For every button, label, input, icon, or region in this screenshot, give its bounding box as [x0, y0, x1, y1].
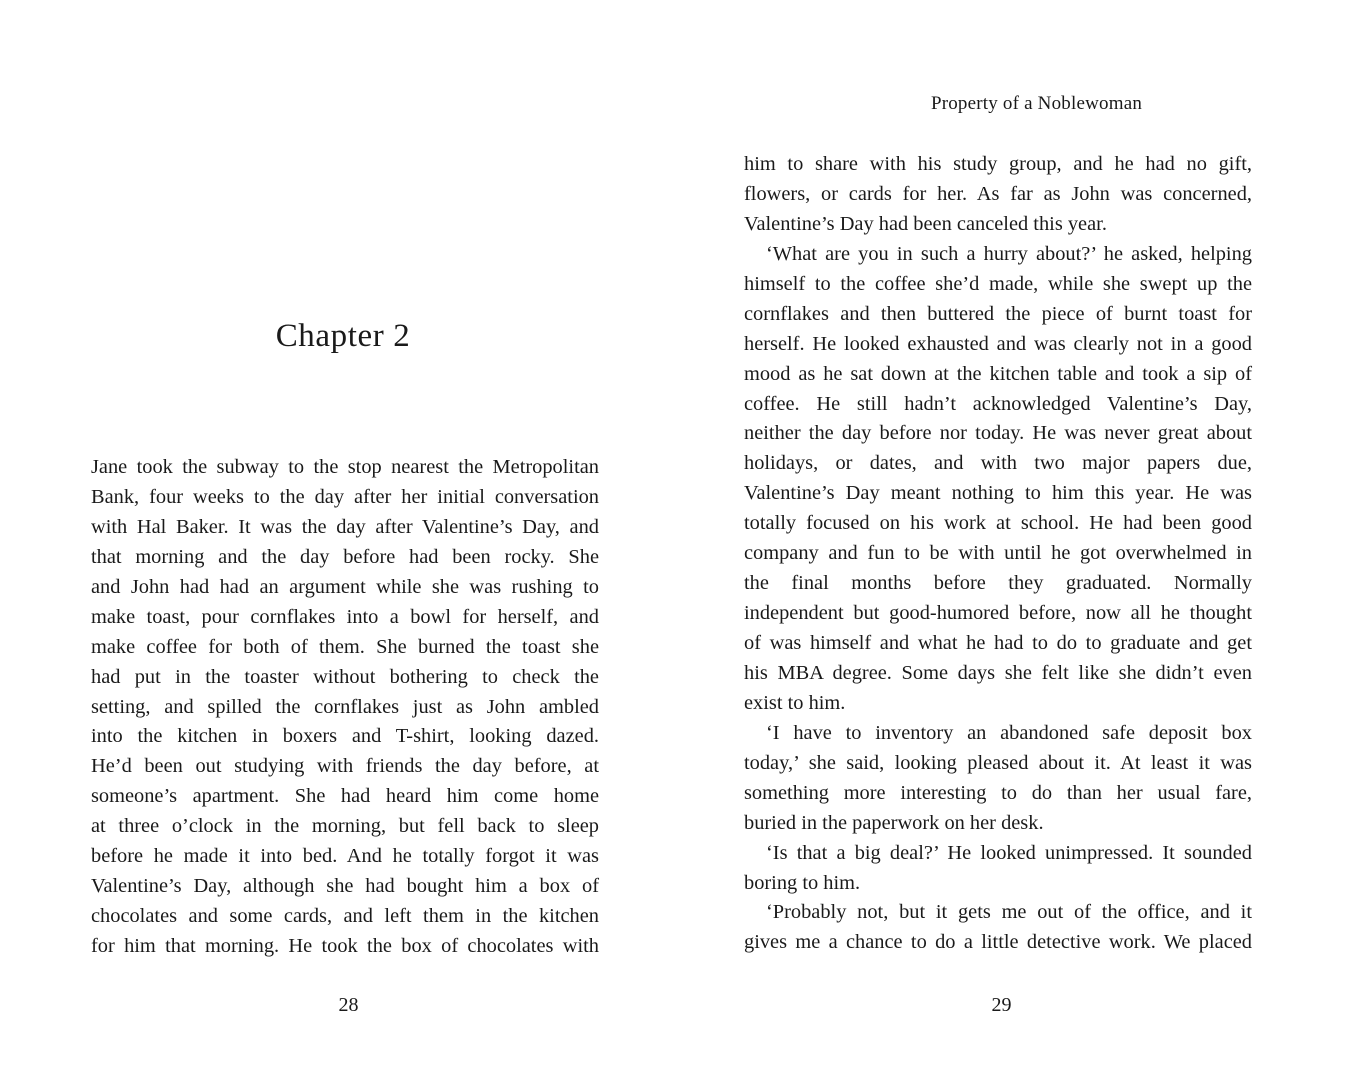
body-text [744, 150, 1252, 958]
text-line: ‘What are you in such a hurry about?’ he asked, helping [766, 242, 1252, 265]
text-line: flowers, or cards for her. As far as John was concerned, [744, 182, 1252, 205]
text-line: before he made it into bed. And he totally forgot it was [91, 845, 599, 868]
text-line: neither the day before nor today. He was never great about [744, 422, 1252, 445]
text-line: gives me a chance to do a little detective work. We placed [744, 931, 1252, 954]
text-line: independent but good-humored before, now all he thought [744, 602, 1252, 625]
text-line: cornflakes and then buttered the piece of burnt toast for [744, 302, 1252, 325]
text-line: He’d been out studying with friends the day before, at [91, 755, 599, 778]
text-line: ‘I have to inventory an abandoned safe deposit box [766, 721, 1252, 744]
text-line: himself to the coffee she’d made, while she swept up the [744, 272, 1252, 295]
text-line: him to share with his study group, and he had no gift, [744, 153, 1252, 175]
text-line: make toast, pour cornflakes into a bowl for herself, and [91, 605, 599, 628]
text-line: someone’s apartment. She had heard him come home [91, 785, 599, 808]
text-line: something more interesting to do than her usual fare, [744, 781, 1252, 804]
text-line: ‘Probably not, but it gets me out of the office, and it [766, 901, 1252, 924]
text-line: of was himself and what he had to do to graduate and get [744, 632, 1252, 654]
text-line: Bank, four weeks to the day after her initial conversation [91, 485, 599, 508]
text-line: coffee. He still hadn’t acknowledged Valentine’s Day, [744, 392, 1252, 415]
text-line: herself. He looked exhausted and was clearly not in a good [744, 332, 1252, 355]
text-line: buried in the paperwork on her desk. [744, 811, 1044, 834]
running-head: Property of a Noblewoman [930, 93, 1143, 114]
text-line: company and fun to be with until he got overwhelmed in [744, 542, 1252, 565]
text-line: Valentine’s Day had been canceled this year. [744, 212, 1107, 235]
right-page [675, 0, 1350, 1080]
text-line: with Hal Baker. It was the day after Valentine’s Day, and [91, 515, 599, 538]
chapter-title: Chapter 2 [275, 318, 411, 354]
text-line: and John had had an argument while she was rushing to [91, 575, 599, 598]
body-text [91, 453, 599, 962]
text-line: his MBA degree. Some days she felt like she didn’t even [744, 661, 1252, 684]
text-line: holidays, or dates, and with two major papers due, [744, 452, 1252, 475]
text-line: that morning and the day before had been rocky. She [91, 545, 599, 568]
text-line: make coffee for both of them. She burned the toast she [91, 635, 599, 658]
text-line: chocolates and some cards, and left them in the kitchen [91, 905, 599, 928]
text-line: the final months before they graduated. Normally [744, 572, 1252, 595]
text-line: for him that morning. He took the box of chocolates with [91, 935, 599, 957]
page-number: 28 [338, 994, 359, 1016]
text-line: boring to him. [744, 871, 861, 894]
text-line: mood as he sat down at the kitchen table and took a sip of [744, 362, 1252, 385]
text-line: at three o’clock in the morning, but fell back to sleep [91, 815, 599, 838]
text-line: exist to him. [744, 691, 846, 714]
text-line: into the kitchen in boxers and T-shirt, looking dazed. [91, 725, 599, 748]
text-line: Valentine’s Day meant nothing to him this year. He was [744, 482, 1252, 505]
text-line: Valentine’s Day, although she had bought him a box of [91, 875, 599, 898]
text-line: setting, and spilled the cornflakes just as John ambled [91, 695, 599, 718]
text-line: had put in the toaster without bothering to check the [91, 665, 599, 688]
text-line: ‘Is that a big deal?’ He looked unimpressed. It sounded [766, 841, 1252, 864]
text-line: today,’ she said, looking pleased about it. At least it was [744, 751, 1252, 774]
text-line: Jane took the subway to the stop nearest the Metropolitan [91, 456, 599, 478]
text-line: totally focused on his work at school. He had been good [744, 512, 1252, 535]
page-number: 29 [991, 994, 1012, 1016]
